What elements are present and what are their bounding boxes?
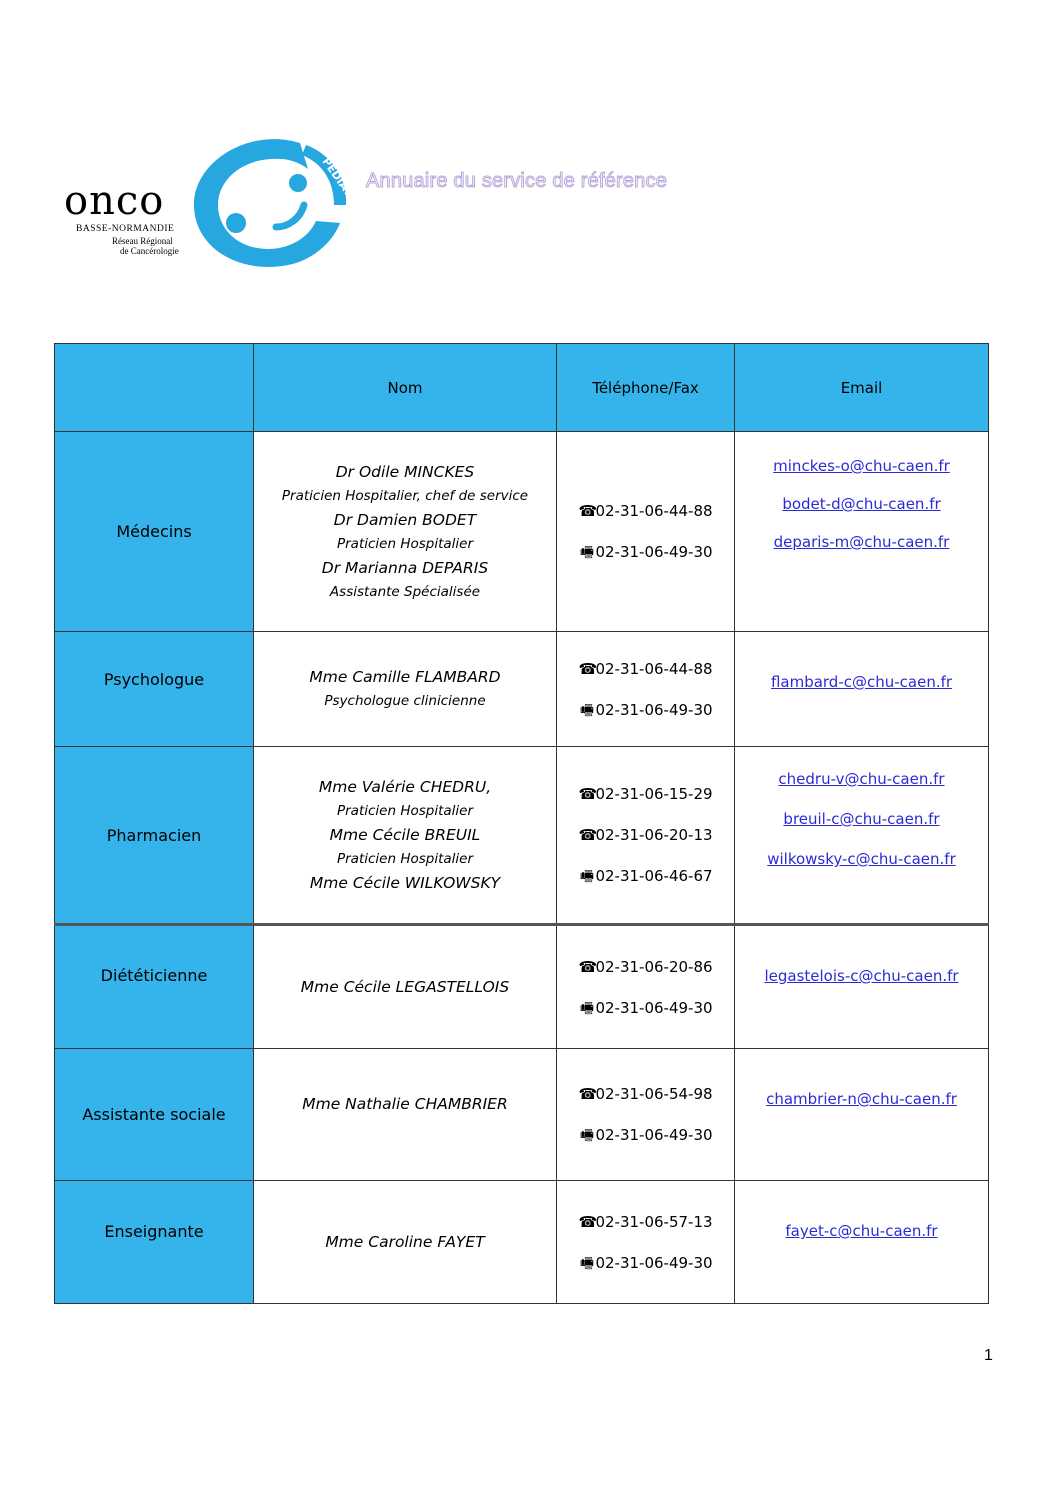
header-category [55,344,254,432]
fax-number: 02-31-06-49-30 [595,700,713,719]
phone-number: 02-31-06-15-29 [595,785,713,803]
email-link[interactable]: flambard-c@chu-caen.fr [770,673,953,691]
email-cell [735,432,989,632]
logo-badge: PÉDIATRIE [319,155,367,216]
logo-region: BASSE-NORMANDIE [76,224,175,234]
phone-cell [557,632,735,747]
name-cell [254,1049,557,1181]
phone-number: 02-31-06-20-86 [595,957,713,976]
email-link[interactable]: wilkowsky-c@chu-caen.fr [767,850,956,868]
person-name: Mme Cécile WILKOWSKY [309,874,501,892]
directory-table [54,343,989,1304]
person-name: Mme Cécile LEGASTELLOIS [300,978,510,996]
category-label: Psychologue [103,670,205,689]
phone-cell [557,1181,735,1304]
category-cell [55,1181,254,1304]
phone-number: 02-31-06-44-88 [595,502,713,520]
phone-icon: ☎ [578,957,598,976]
phone-number: 02-31-06-44-88 [595,659,713,678]
phone-icon: ☎ [578,826,598,844]
category-cell [55,925,254,1049]
onco-logo [60,135,367,275]
logo-network: Réseau Régional [112,236,173,246]
phone-number: 02-31-06-57-13 [595,1212,713,1231]
fax-icon: 🖷 [579,543,595,561]
person-role: Praticien Hospitalier [336,803,474,819]
category-label: Diététicienne [100,966,208,985]
name-cell [254,925,557,1049]
category-label: Pharmacien [106,825,202,845]
person-name: Dr Odile MINCKES [335,462,475,481]
fax-number: 02-31-06-49-30 [595,998,713,1017]
fax-number: 02-31-06-49-30 [595,543,713,561]
person-name: Mme Camille FLAMBARD [309,668,501,686]
person-role: Psychologue clinicienne [324,693,486,709]
person-name: Dr Marianna DEPARIS [321,558,489,577]
email-link[interactable]: chambrier-n@chu-caen.fr [766,1090,957,1108]
page-number: 1 [984,1347,993,1364]
fax-number: 02-31-06-46-67 [595,867,713,885]
phone-icon: ☎ [578,502,598,520]
person-role: Praticien Hospitalier, chef de service [281,487,529,504]
fax-number: 02-31-06-49-30 [595,1126,713,1144]
logo-brand: onco [64,178,165,224]
category-label: Assistante sociale [82,1105,226,1124]
email-link[interactable]: legastelois-c@chu-caen.fr [764,967,959,985]
name-cell [254,747,557,925]
logo-network-2: de Cancérologie [120,246,179,256]
name-cell [254,632,557,747]
email-cell [735,925,989,1049]
table-row [55,1049,989,1181]
phone-cell [557,747,735,925]
table-row [55,632,989,747]
header-email: Email [735,344,989,432]
table-row [55,432,989,632]
person-name: Mme Caroline FAYET [325,1233,485,1251]
email-link[interactable]: fayet-c@chu-caen.fr [785,1222,938,1240]
pediatric-mother-child-logo-icon [188,135,367,275]
email-link[interactable]: minckes-o@chu-caen.fr [773,457,950,475]
phone-cell [557,1049,735,1181]
email-link[interactable]: chedru-v@chu-caen.fr [778,770,945,788]
header-phone: Téléphone/Fax [557,344,735,432]
category-label: Médecins [116,522,192,541]
email-cell [735,1049,989,1181]
person-role: Assistante Spécialisée [329,583,481,600]
phone-icon: ☎ [578,785,598,803]
fax-icon: 🖷 [579,1126,595,1144]
email-link[interactable]: bodet-d@chu-caen.fr [782,495,941,513]
table-header-row [55,344,989,432]
document-title: Annuaire du service de référence [366,170,668,192]
fax-number: 02-31-06-49-30 [595,1253,713,1272]
person-role: Praticien Hospitalier [336,851,474,867]
person-name: Mme Cécile BREUIL [329,826,481,844]
phone-number: 02-31-06-20-13 [595,826,713,844]
table-row [55,925,989,1049]
phone-icon: ☎ [578,1085,598,1103]
email-cell [735,632,989,747]
fax-icon: 🖷 [579,700,595,719]
category-cell [55,747,254,925]
email-cell [735,747,989,925]
table-row [55,747,989,925]
name-cell [254,432,557,632]
category-cell [55,432,254,632]
phone-icon: ☎ [578,659,598,678]
phone-icon: ☎ [578,1212,598,1231]
phone-cell [557,925,735,1049]
fax-icon: 🖷 [579,867,595,885]
header-name: Nom [254,344,557,432]
email-link[interactable]: deparis-m@chu-caen.fr [773,533,950,551]
person-name: Mme Valérie CHEDRU, [318,778,492,796]
phone-cell [557,432,735,632]
fax-icon: 🖷 [579,1253,595,1272]
email-cell [735,1181,989,1304]
category-cell [55,1049,254,1181]
fax-icon: 🖷 [579,998,595,1017]
category-label: Enseignante [104,1222,204,1241]
person-role: Praticien Hospitalier [336,535,474,552]
name-cell [254,1181,557,1304]
person-name: Dr Damien BODET [333,510,477,529]
table-row [55,1181,989,1304]
email-link[interactable]: breuil-c@chu-caen.fr [783,810,940,828]
phone-number: 02-31-06-54-98 [595,1085,713,1103]
person-name: Mme Nathalie CHAMBRIER [302,1095,508,1113]
category-cell [55,632,254,747]
